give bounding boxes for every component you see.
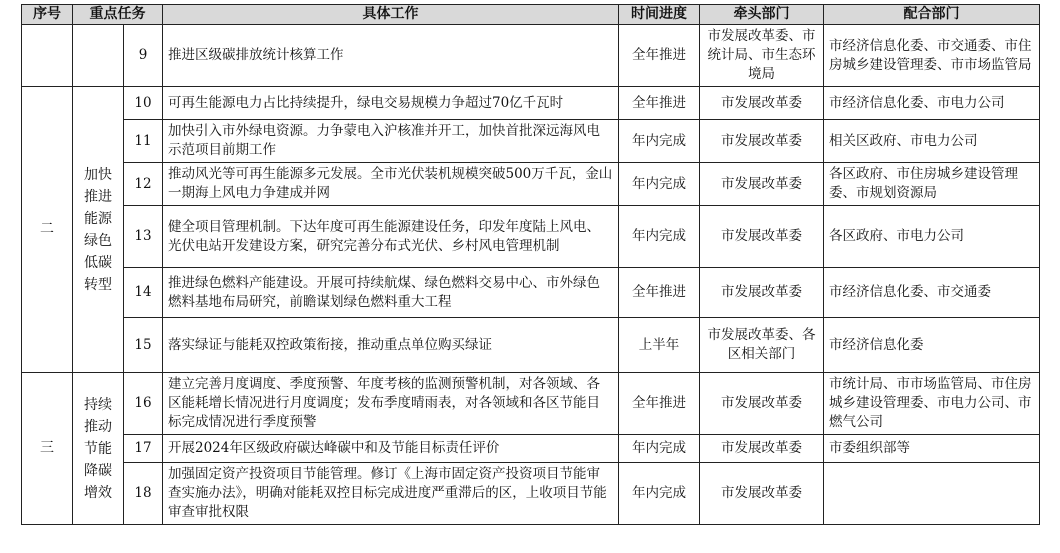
header-key-task: 重点任务 bbox=[73, 5, 163, 25]
lead-cell: 市发展改革委 bbox=[700, 120, 824, 163]
task-table bbox=[21, 4, 1040, 525]
category-cell: 持续推动节能降碳增效 bbox=[73, 373, 124, 525]
work-cell: 推进绿色燃料产能建设。开展可持续航煤、绿色燃料交易中心、市外绿色燃料基地布局研究，前瞻谋划绿色燃料重大工程 bbox=[163, 268, 619, 318]
table-row bbox=[22, 463, 1040, 525]
table-row bbox=[22, 120, 1040, 163]
section-cell bbox=[22, 25, 73, 87]
support-cell bbox=[824, 463, 1040, 525]
table-row bbox=[22, 318, 1040, 373]
table-row bbox=[22, 268, 1040, 318]
lead-cell: 市发展改革委、市统计局、市生态环境局 bbox=[700, 25, 824, 87]
header-time: 时间进度 bbox=[619, 5, 700, 25]
row-number: 13 bbox=[124, 206, 163, 268]
support-cell: 市经济信息化委、市交通委 bbox=[824, 268, 1040, 318]
work-cell: 健全项目管理机制。下达年度可再生能源建设任务，印发年度陆上风电、光伏电站开发建设方案，研究完善分布式光伏、乡村风电管理机制 bbox=[163, 206, 619, 268]
time-cell: 全年推进 bbox=[619, 87, 700, 120]
table-header-row bbox=[22, 5, 1040, 25]
time-cell: 年内完成 bbox=[619, 206, 700, 268]
row-number: 14 bbox=[124, 268, 163, 318]
time-cell: 全年推进 bbox=[619, 25, 700, 87]
header-support: 配合部门 bbox=[824, 5, 1040, 25]
work-cell: 加快引入市外绿电资源。力争蒙电入沪核准并开工，加快首批深远海风电示范项目前期工作 bbox=[163, 120, 619, 163]
support-cell: 市统计局、市市场监管局、市住房城乡建设管理委、市电力公司、市燃气公司 bbox=[824, 373, 1040, 435]
category-cell: 加快推进能源绿色低碳转型 bbox=[73, 87, 124, 373]
lead-cell: 市发展改革委、各区相关部门 bbox=[700, 318, 824, 373]
work-cell: 落实绿证与能耗双控政策衔接，推动重点单位购买绿证 bbox=[163, 318, 619, 373]
work-cell: 加强固定资产投资项目节能管理。修订《上海市固定资产投资项目节能审查实施办法》，明确对能耗双控目标完成进度严重滞后的区，上收项目节能审查审批权限 bbox=[163, 463, 619, 525]
work-cell: 开展2024年区级政府碳达峰碳中和及节能目标责任评价 bbox=[163, 435, 619, 463]
task-table-container bbox=[21, 4, 1040, 525]
time-cell: 全年推进 bbox=[619, 268, 700, 318]
support-cell: 市经济信息化委、市电力公司 bbox=[824, 87, 1040, 120]
support-cell: 市经济信息化委、市交通委、市住房城乡建设管理委、市市场监管局 bbox=[824, 25, 1040, 87]
lead-cell: 市发展改革委 bbox=[700, 463, 824, 525]
table-row bbox=[22, 435, 1040, 463]
support-cell: 市经济信息化委 bbox=[824, 318, 1040, 373]
table-row bbox=[22, 373, 1040, 435]
row-number: 17 bbox=[124, 435, 163, 463]
row-number: 9 bbox=[124, 25, 163, 87]
row-number: 12 bbox=[124, 163, 163, 206]
time-cell: 年内完成 bbox=[619, 463, 700, 525]
row-number: 15 bbox=[124, 318, 163, 373]
time-cell: 上半年 bbox=[619, 318, 700, 373]
work-cell: 推动风光等可再生能源多元发展。全市光伏装机规模突破500万千瓦，金山一期海上风电力争建成并网 bbox=[163, 163, 619, 206]
time-cell: 年内完成 bbox=[619, 435, 700, 463]
category-cell bbox=[73, 25, 124, 87]
time-cell: 年内完成 bbox=[619, 163, 700, 206]
lead-cell: 市发展改革委 bbox=[700, 163, 824, 206]
header-number: 序号 bbox=[22, 5, 73, 25]
row-number: 16 bbox=[124, 373, 163, 435]
header-lead: 牵头部门 bbox=[700, 5, 824, 25]
row-number: 10 bbox=[124, 87, 163, 120]
support-cell: 各区政府、市住房城乡建设管理委、市规划资源局 bbox=[824, 163, 1040, 206]
time-cell: 全年推进 bbox=[619, 373, 700, 435]
support-cell: 各区政府、市电力公司 bbox=[824, 206, 1040, 268]
work-cell: 可再生能源电力占比持续提升，绿电交易规模力争超过70亿千瓦时 bbox=[163, 87, 619, 120]
lead-cell: 市发展改革委 bbox=[700, 435, 824, 463]
work-cell: 建立完善月度调度、季度预警、年度考核的监测预警机制，对各领域、各区能耗增长情况进行月度调度；发布季度晴雨表，对各领域和各区节能目标完成情况进行季度预警 bbox=[163, 373, 619, 435]
row-number: 18 bbox=[124, 463, 163, 525]
section-cell: 三 bbox=[22, 373, 73, 525]
section-cell: 二 bbox=[22, 87, 73, 373]
row-number: 11 bbox=[124, 120, 163, 163]
header-work: 具体工作 bbox=[163, 5, 619, 25]
lead-cell: 市发展改革委 bbox=[700, 268, 824, 318]
time-cell: 年内完成 bbox=[619, 120, 700, 163]
work-cell: 推进区级碳排放统计核算工作 bbox=[163, 25, 619, 87]
table-row bbox=[22, 87, 1040, 120]
support-cell: 市委组织部等 bbox=[824, 435, 1040, 463]
table-row bbox=[22, 25, 1040, 87]
table-row bbox=[22, 206, 1040, 268]
lead-cell: 市发展改革委 bbox=[700, 206, 824, 268]
support-cell: 相关区政府、市电力公司 bbox=[824, 120, 1040, 163]
lead-cell: 市发展改革委 bbox=[700, 87, 824, 120]
table-row bbox=[22, 163, 1040, 206]
lead-cell: 市发展改革委 bbox=[700, 373, 824, 435]
